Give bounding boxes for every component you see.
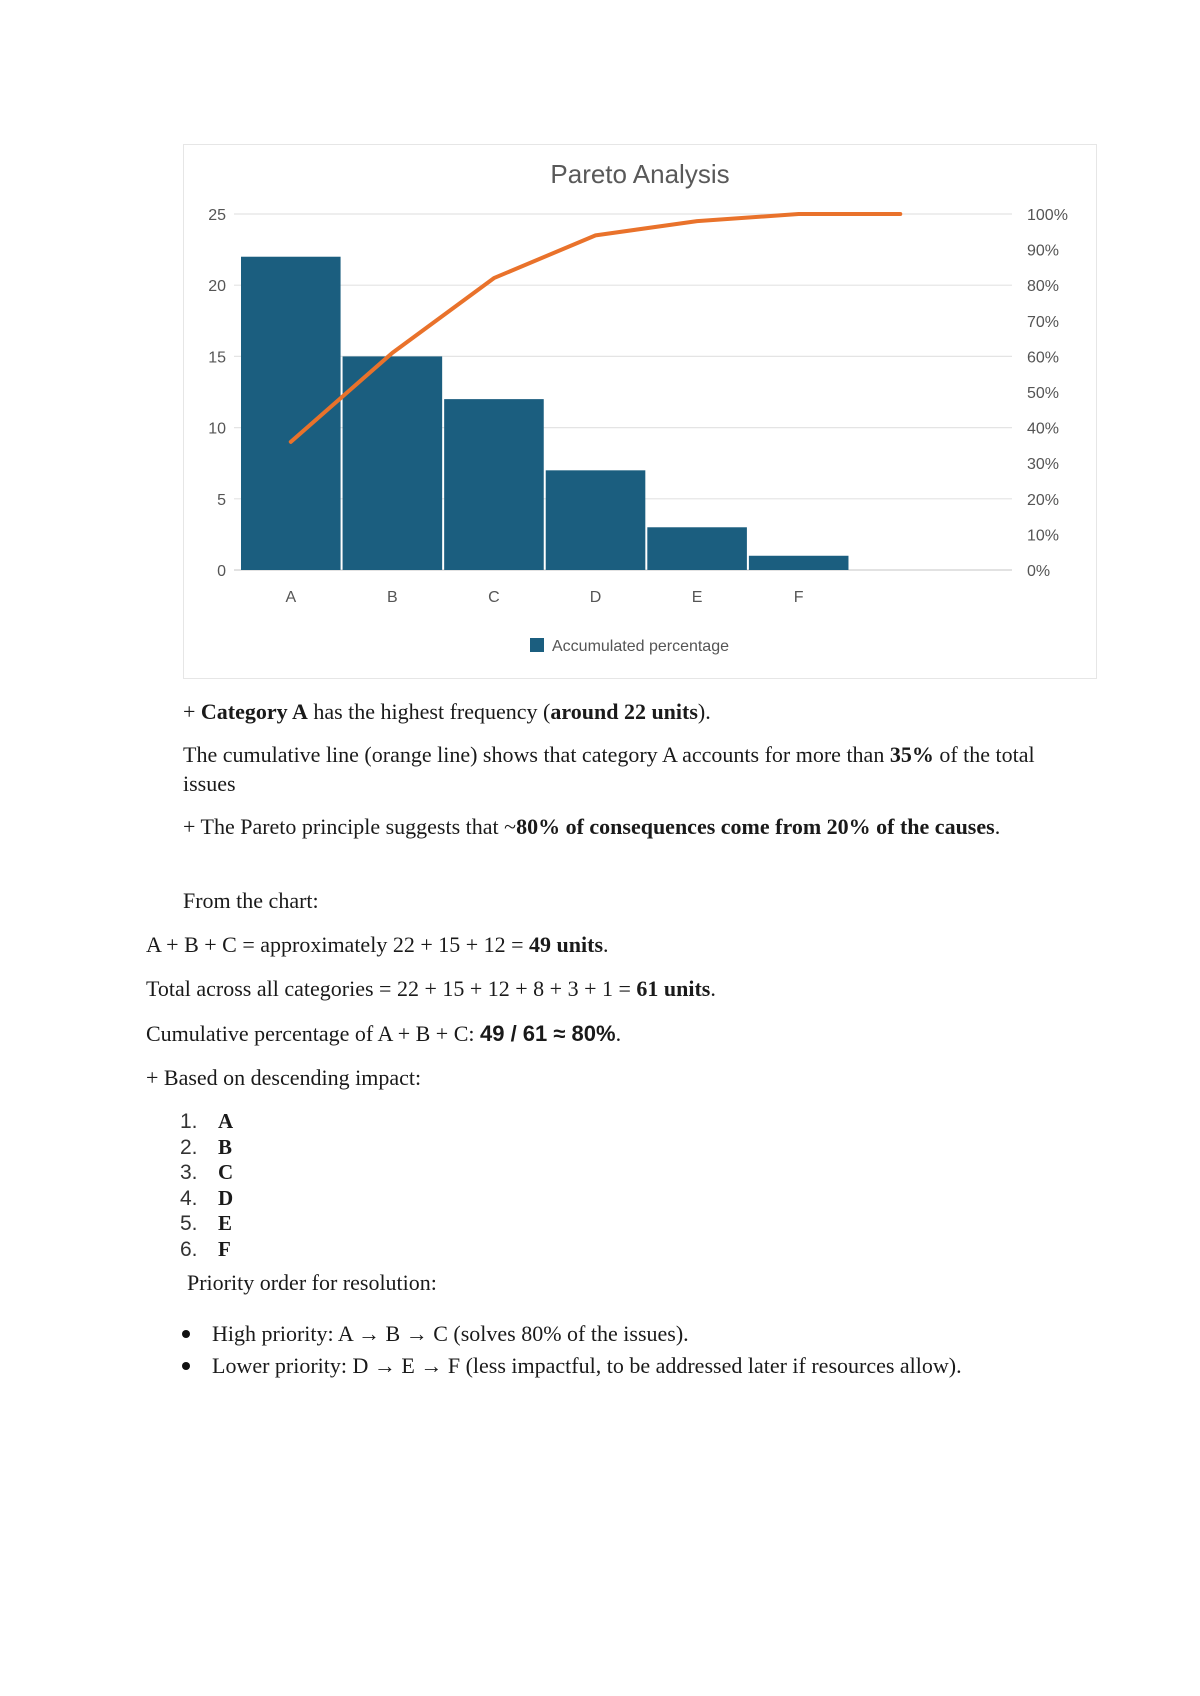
paragraph-cumulative-line: The cumulative line (orange line) shows that category A accounts for more than 35% of the total issues <box>183 742 1035 796</box>
bullet-icon <box>182 1330 190 1338</box>
y-tick-label: 10 <box>208 420 226 438</box>
legend-label: Accumulated percentage <box>552 638 729 655</box>
chart-title: Pareto Analysis <box>550 159 730 189</box>
paragraph-highest-frequency: + Category A has the highest frequency (around 22 units). <box>183 699 711 724</box>
bar-e <box>647 527 747 570</box>
paragraph-total: Total across all categories = 22 + 15 + 12 + 8 + 3 + 1 = 61 units. <box>146 976 716 1001</box>
ranking-number: 1. <box>180 1110 198 1133</box>
pareto-chart <box>183 144 1097 679</box>
ranking-label: F <box>218 1236 231 1261</box>
y2-tick-label: 10% <box>1027 527 1060 545</box>
bar-b <box>343 356 443 570</box>
y-tick-label: 0 <box>217 563 226 580</box>
ranking-label: B <box>218 1134 233 1159</box>
x-tick-label: E <box>691 589 703 606</box>
y2-tick-label: 40% <box>1027 420 1060 438</box>
ranking-item <box>180 1135 233 1161</box>
y2-tick-label: 80% <box>1027 278 1060 296</box>
bar-d <box>546 470 646 570</box>
ranking-number: 2. <box>180 1135 198 1159</box>
y-tick-label: 5 <box>217 491 226 509</box>
y2-tick-label: 60% <box>1027 349 1060 367</box>
x-tick-label: B <box>387 589 398 606</box>
y-tick-label: 25 <box>208 207 226 224</box>
ranking-label: C <box>218 1160 234 1184</box>
ranking-number: 3. <box>180 1161 198 1184</box>
ranking-number: 5. <box>180 1212 198 1235</box>
y2-tick-label: 100% <box>1027 207 1068 224</box>
bullet-icon <box>182 1362 190 1370</box>
ranking-item <box>180 1160 233 1186</box>
ranking-item <box>180 1211 233 1237</box>
priority-item <box>182 1350 962 1382</box>
x-tick-label: F <box>793 589 804 606</box>
ranking-list <box>180 1109 233 1262</box>
ranking-item <box>180 1109 233 1135</box>
y2-tick-label: 90% <box>1027 242 1060 260</box>
priority-item <box>182 1318 962 1350</box>
priority-heading: Priority order for resolution: <box>187 1270 437 1295</box>
x-tick-label: C <box>488 589 500 606</box>
y2-tick-label: 70% <box>1027 313 1060 331</box>
y-tick-label: 15 <box>208 349 226 367</box>
bar-c <box>444 399 544 570</box>
bar-f <box>749 556 849 570</box>
ranking-item <box>180 1237 233 1263</box>
ranking-item <box>180 1186 233 1212</box>
y2-tick-label: 20% <box>1027 491 1060 509</box>
ranking-label: A <box>218 1109 234 1133</box>
y2-tick-label: 0% <box>1027 563 1051 580</box>
paragraph-cumulative-percentage: Cumulative percentage of A + B + C: 49 / 61 ≈ 80%. <box>146 1021 622 1046</box>
priority-text: Lower priority: D → E → F (less impactful, to be addressed later if resources allow). <box>212 1353 962 1378</box>
ranking-number: 4. <box>180 1186 198 1210</box>
y2-tick-label: 30% <box>1027 456 1060 474</box>
paragraph-sum-abc: A + B + C = approximately 22 + 15 + 12 = 49 units. <box>146 932 609 957</box>
paragraph-from-chart: From the chart: <box>183 888 319 913</box>
x-tick-label: A <box>285 589 297 606</box>
y2-tick-label: 50% <box>1027 385 1060 402</box>
ranking-label: E <box>218 1211 233 1235</box>
y-tick-label: 20 <box>208 278 226 296</box>
priority-list <box>182 1318 962 1382</box>
x-tick-label: D <box>589 589 602 606</box>
priority-text: High priority: A → B → C (solves 80% of the issues). <box>212 1321 689 1346</box>
ranking-number: 6. <box>180 1237 198 1261</box>
paragraph-pareto-principle: + The Pareto principle suggests that ~80% of consequences come from 20% of the causes. <box>183 814 1001 839</box>
ranking-label: D <box>218 1185 234 1210</box>
legend-swatch <box>530 638 544 652</box>
paragraph-descending-impact: + Based on descending impact: <box>146 1065 422 1090</box>
chart-canvas <box>184 145 1096 678</box>
